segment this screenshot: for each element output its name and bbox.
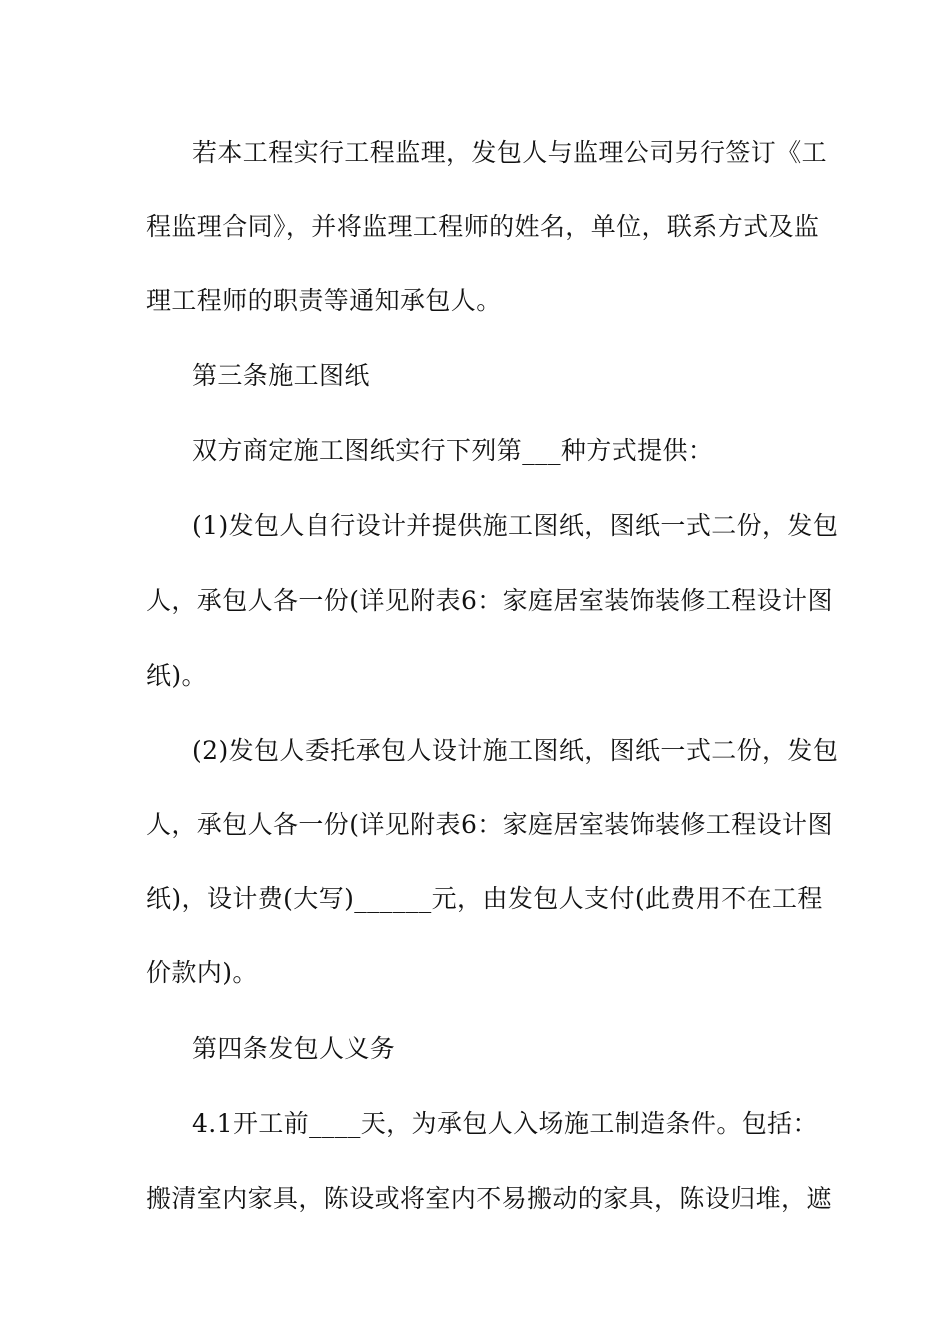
paragraph-line: (2)发包人委托承包人设计施工图纸，图纸一式二份，发包 [192, 736, 839, 765]
paragraph-line: 程监理合同》，并将监理工程师的姓名，单位，联系方式及监 [146, 212, 820, 241]
paragraph-line: (1)发包人自行设计并提供施工图纸，图纸一式二份，发包 [192, 511, 839, 540]
paragraph-line: 若本工程实行工程监理，发包人与监理公司另行签订《工 [192, 138, 828, 167]
paragraph-line: 纸)。 [146, 661, 207, 690]
paragraph-line: 价款内)。 [146, 958, 258, 987]
paragraph-line: 4.1开工前____天，为承包人入场施工制造条件。包括： [192, 1109, 818, 1138]
paragraph-line: 人，承包人各一份(详见附表6：家庭居室装饰装修工程设计图 [146, 810, 833, 839]
section-heading: 第四条发包人义务 [192, 1034, 396, 1063]
section-heading: 第三条施工图纸 [192, 361, 370, 390]
paragraph-line: 人，承包人各一份(详见附表6：家庭居室装饰装修工程设计图 [146, 586, 833, 615]
paragraph-line: 搬清室内家具，陈设或将室内不易搬动的家具，陈设归堆，遮 [146, 1184, 832, 1213]
paragraph-line: 纸)，设计费(大写)______元，由发包人支付(此费用不在工程 [146, 884, 823, 913]
paragraph-line: 双方商定施工图纸实行下列第___种方式提供： [192, 436, 714, 465]
paragraph-line: 理工程师的职责等通知承包人。 [146, 286, 502, 315]
